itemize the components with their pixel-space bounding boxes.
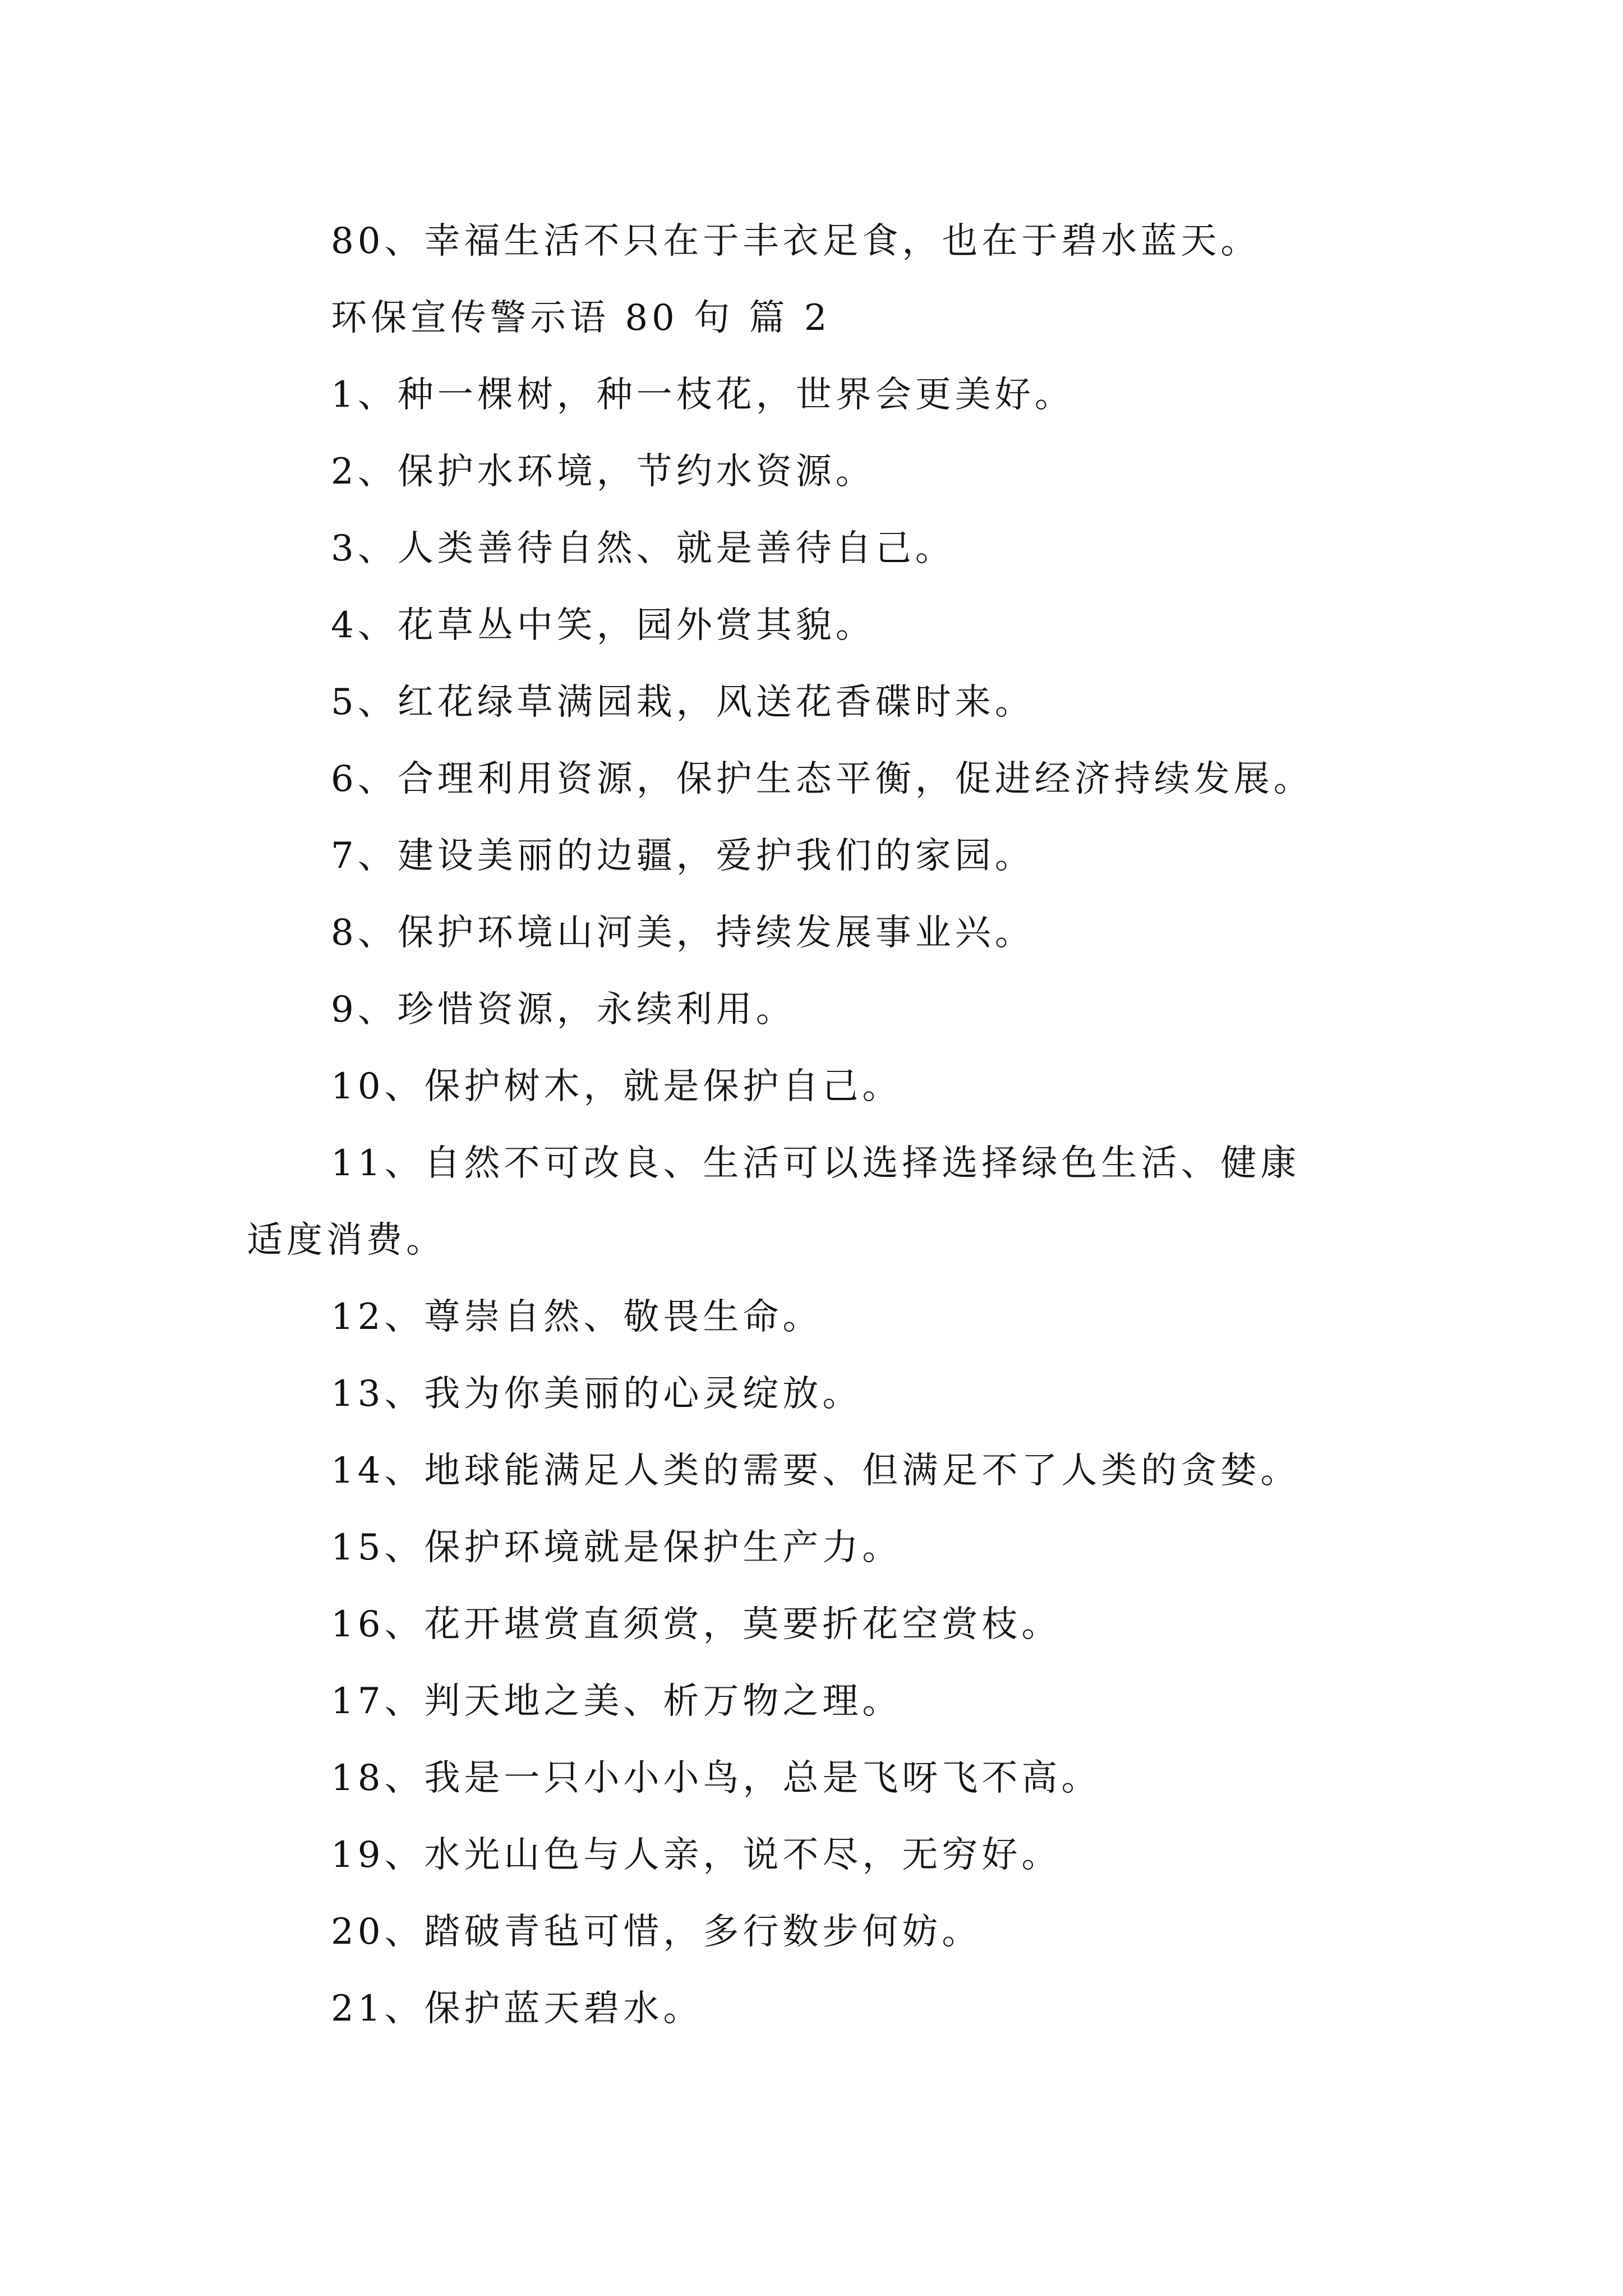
text-line: 10、保护树木，就是保护自己。 xyxy=(331,1066,902,1107)
text-line: 14、地球能满足人类的需要、但满足不了人类的贪婪。 xyxy=(331,1450,1301,1492)
text-line: 15、保护环境就是保护生产力。 xyxy=(331,1527,902,1568)
text-line-continuation: 适度消费。 xyxy=(247,1220,446,1261)
text-line: 19、水光山色与人亲，说不尽，无穷好。 xyxy=(331,1834,1062,1876)
text-line: 20、踏破青毡可惜，多行数步何妨。 xyxy=(331,1911,982,1953)
text-line: 21、保护蓝天碧水。 xyxy=(331,1988,703,2030)
text-line: 13、我为你美丽的心灵绽放。 xyxy=(331,1373,863,1415)
text-line: 2、保护水环境，节约水资源。 xyxy=(331,451,875,493)
text-line: 18、我是一只小小小鸟，总是飞呀飞不高。 xyxy=(331,1757,1101,1799)
text-line: 8、保护环境山河美，持续发展事业兴。 xyxy=(331,912,1035,954)
text-line: 11、自然不可改良、生活可以选择选择绿色生活、健康 xyxy=(331,1143,1301,1184)
text-line: 16、花开堪赏直须赏，莫要折花空赏枝。 xyxy=(331,1604,1062,1645)
text-line: 17、判天地之美、析万物之理。 xyxy=(331,1681,902,1722)
text-line: 6、合理利用资源，保护生态平衡，促进经济持续发展。 xyxy=(331,758,1313,800)
text-line: 4、花草丛中笑，园外赏其貌。 xyxy=(331,605,875,646)
text-line: 5、红花绿草满园栽，风送花香碟时来。 xyxy=(331,682,1035,723)
text-line: 9、珍惜资源，永续利用。 xyxy=(331,989,796,1030)
section-heading: 环保宣传警示语 80 句 篇 2 xyxy=(331,297,831,339)
text-line: 12、尊崇自然、敬畏生命。 xyxy=(331,1296,823,1338)
text-line: 80、幸福生活不只在于丰衣足食，也在于碧水蓝天。 xyxy=(331,220,1261,262)
text-line: 1、种一棵树，种一枝花，世界会更美好。 xyxy=(331,374,1075,416)
text-line: 7、建设美丽的边疆，爱护我们的家园。 xyxy=(331,835,1035,877)
text-line: 3、人类善待自然、就是善待自己。 xyxy=(331,528,955,569)
